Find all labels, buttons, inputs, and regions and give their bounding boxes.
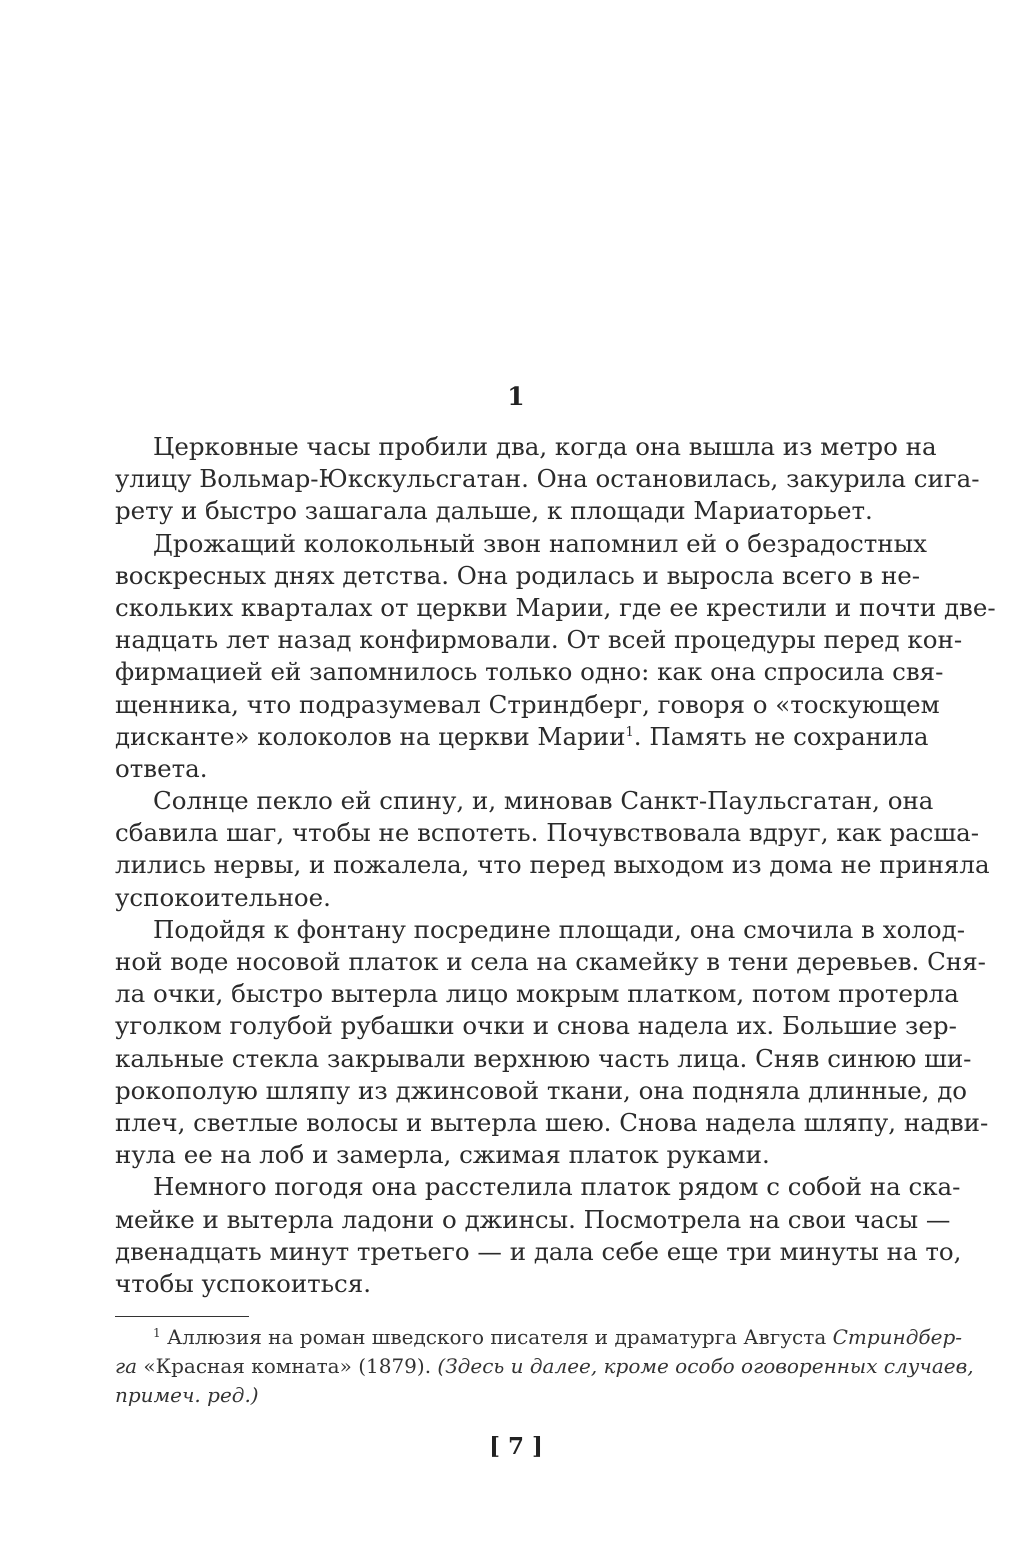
text-line: успокоительное.: [115, 882, 331, 912]
text-line: Солнце пекло ей спину, и, миновав Санкт-Паульсгатан, она: [153, 786, 934, 816]
paragraph: [115, 914, 989, 1172]
text-line: двенадцать минут третьего — и дала себе еще три минуты на то,: [115, 1236, 962, 1266]
text-line: Церковные часы пробили два, когда она вышла из метро на: [153, 432, 937, 461]
footnote-separator: [115, 1316, 249, 1317]
text-line: сбавила шаг, чтобы не вспотеть. Почувствовала вдруг, как расша-: [115, 818, 980, 848]
text-line: скольких кварталах от церкви Марии, где ее крестили и почти две-: [115, 592, 996, 622]
chapter-number: 1: [507, 382, 525, 411]
footnote-reference: 1: [625, 724, 634, 740]
page-number: [ 7 ]: [489, 1433, 543, 1460]
text-line: Немного погодя она расстелила платок рядом с собой на ска-: [153, 1172, 961, 1202]
text-line: Дрожащий колокольный звон напомнил ей о безрадостных: [153, 528, 927, 558]
footnote-line-2: га «Красная комната» (1879). (Здесь и далее, кроме особо оговоренных случаев,: [115, 1354, 974, 1378]
text-line: уголком голубой рубашки очки и снова надела их. Большие зер-: [115, 1011, 957, 1041]
text-line: воскресных днях детства. Она родилась и выросла всего в не-: [115, 560, 921, 590]
paragraph: [115, 1171, 962, 1300]
footnote: [115, 1323, 974, 1410]
paragraph: [115, 528, 996, 786]
text-line: ответа.: [115, 753, 208, 783]
text-line: мейке и вытерла ладони о джинсы. Посмотрела на свои часы —: [115, 1204, 951, 1234]
footnote-line-1: $^1$ Аллюзия на роман шведского писателя и драматурга Августа Стриндбер-: [153, 1325, 962, 1349]
main-text: [115, 431, 996, 1300]
text-line: щенника, что подразумевал Стриндберг, говоря о «тоскующем: [115, 689, 940, 719]
footnote-marker: 1: [153, 1325, 161, 1340]
text-line: плеч, светлые волосы и вытерла шею. Снова надела шляпу, надви-: [115, 1107, 989, 1137]
text-line: лились нервы, и пожалела, что перед выходом из дома не приняла: [115, 850, 990, 880]
text-line: кальные стекла закрывали верхнюю часть лица. Сняв синюю ши-: [115, 1043, 972, 1073]
text-line: чтобы успокоиться.: [115, 1268, 372, 1298]
text-line: улицу Вольмар-Юкскульсгатан. Она остановилась, закурила сига-: [115, 464, 980, 494]
text-line: рету и быстро зашагала дальше, к площади Мариаторьет.: [115, 496, 873, 526]
text-line: ной воде носовой платок и села на скамейку в тени деревьев. Сня-: [115, 947, 986, 976]
text-line: дисканте» колоколов на церкви Марии$^1$. Память не сохранила: [115, 721, 929, 751]
text-line: нула ее на лоб и замерла, сжимая платок руками.: [115, 1140, 770, 1170]
text-line: Подойдя к фонтану посредине площади, она смочила в холод-: [153, 914, 966, 944]
paragraph: [115, 431, 980, 528]
footnote-line-3: примеч. ред.): [115, 1383, 259, 1407]
paragraph: [115, 785, 990, 914]
text-line: фирмацией ей запомнилось только одно: как она спросила свя-: [115, 657, 944, 687]
text-line: надцать лет назад конфирмовали. От всей процедуры перед кон-: [115, 625, 963, 655]
text-line: рокополую шляпу из джинсовой ткани, она подняла длинные, до: [115, 1075, 968, 1105]
text-line: ла очки, быстро вытерла лицо мокрым платком, потом протерла: [115, 979, 959, 1009]
